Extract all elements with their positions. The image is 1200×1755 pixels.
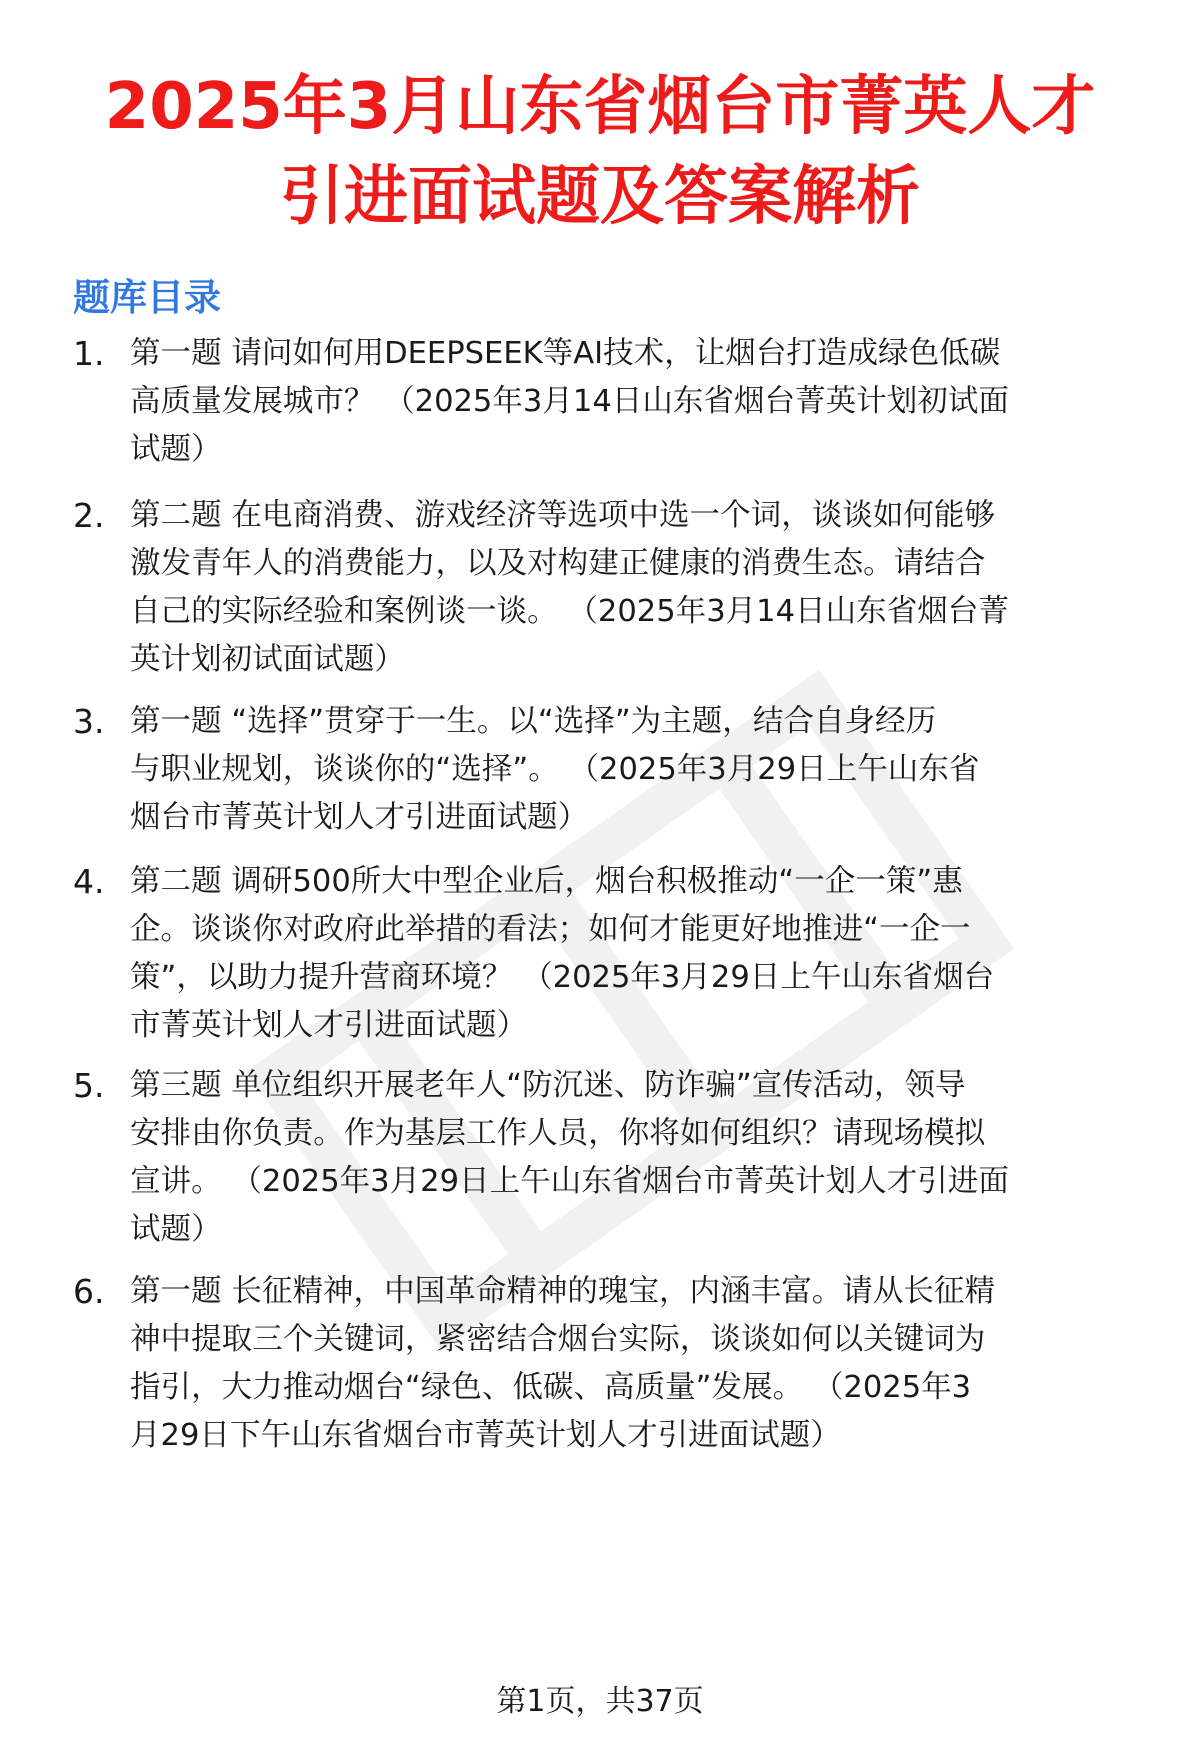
question-line: 策”，以助力提升营商环境？ （2025年3月29日上午山东省烟台 [130,960,995,995]
document-title [60,62,1140,242]
question-line: 神中提取三个关键词，紧密结合烟台实际，谈谈如何以关键词为 [130,1322,986,1357]
question-line: 试题） [130,432,222,467]
question-number: 4. [73,862,105,901]
question-text [130,1062,1200,1254]
question-number: 6. [73,1272,105,1311]
question-text [130,1268,1200,1460]
question-line: 自己的实际经验和案例谈一谈。 （2025年3月14日山东省烟台菁 [130,594,1009,629]
question-line: 与职业规划，谈谈你的“选择”。 （2025年3月29日上午山东省 [130,752,980,787]
question-line: 高质量发展城市？ （2025年3月14日山东省烟台菁英计划初试面 [130,384,1009,419]
question-number: 3. [73,702,105,741]
question-line: 月29日下午山东省烟台市菁英计划人才引进面试题） [130,1418,841,1453]
question-text [130,858,1200,1050]
question-line: 第二题 调研500所大中型企业后，烟台积极推动“一企一策”惠 [130,864,963,899]
question-line: 企。谈谈你对政府此举措的看法；如何才能更好地推进“一企一 [130,912,971,947]
question-line: 第二题 在电商消费、游戏经济等选项中选一个词，谈谈如何能够 [130,498,996,533]
question-line: 宣讲。 （2025年3月29日上午山东省烟台市菁英计划人才引进面 [130,1164,1009,1199]
question-line: 烟台市菁英计划人才引进面试题） [130,800,589,835]
question-line: 市菁英计划人才引进面试题） [130,1008,528,1043]
question-line: 试题） [130,1212,222,1247]
document-title-line-2: 引进面试题及答案解析 [280,160,920,234]
question-line: 英计划初试面试题） [130,642,405,677]
question-line: 安排由你负责。作为基层工作人员，你将如何组织？请现场模拟 [130,1116,986,1151]
question-text [130,330,1200,474]
question-number: 1. [73,334,105,373]
question-line: 指引，大力推动烟台“绿色、低碳、高质量”发展。 （2025年3 [130,1370,972,1405]
question-number: 5. [73,1066,105,1105]
question-line: 第一题 长征精神，中国革命精神的瑰宝，内涵丰富。请从长征精 [130,1274,996,1309]
document-title-line-1: 2025年3月山东省烟台市菁英人才 [104,70,1096,144]
page-number-footer: 第1页，共37页 [496,1684,704,1719]
question-text [130,698,1200,842]
section-title: 题库目录 [73,276,221,319]
question-text [130,492,1200,684]
question-line: 激发青年人的消费能力，以及对构建正健康的消费生态。请结合 [130,546,986,581]
question-number: 2. [73,496,105,535]
question-line: 第三题 单位组织开展老年人“防沉迷、防诈骗”宣传活动，领导 [130,1068,966,1103]
question-line: 第一题 “选择”贯穿于一生。以“选择”为主题，结合自身经历 [130,704,937,739]
question-line: 第一题 请问如何用DEEPSEEK等AI技术，让烟台打造成绿色低碳 [130,336,1001,371]
